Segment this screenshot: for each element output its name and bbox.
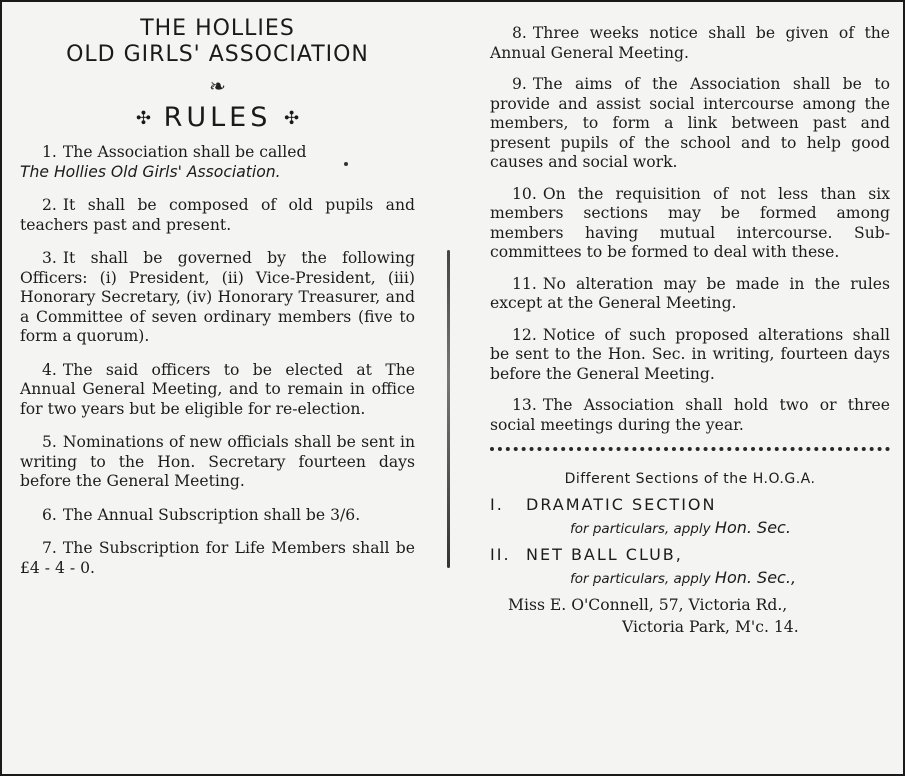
right-column	[490, 2, 890, 637]
association-name: The Hollies Old Girls' Association.	[20, 162, 281, 181]
paper-fold-mark	[447, 250, 450, 568]
section-dramatic-note: for particulars, apply Hon. Sec.	[570, 518, 791, 537]
rule-9: 9. The aims of the Association shall be to provide and assist social intercourse among the members, to form a link between past and present pupils of the school and to help good causes and social work.	[490, 75, 890, 171]
section-dramatic: I. DRAMATIC SECTION	[490, 495, 717, 514]
contact-address-line-1: Miss E. O'Connell, 57, Victoria Rd.,	[508, 596, 788, 614]
rule-11: 11. No alteration may be made in the rules except at the General Meeting.	[490, 274, 890, 312]
rule-10: 10. On the requisition of not less than six members sections may be formed among members having mutual intercourse. Sub-committees to be formed to deal with these.	[490, 184, 890, 261]
rule-12: 12. Notice of such proposed alterations shall be sent to the Hon. Sec. in writing, fourteen days before the General Meeting.	[490, 325, 890, 383]
contact-address-line-2: Victoria Park, M'c. 14.	[622, 618, 799, 636]
title-line-2: OLD GIRLS' ASSOCIATION	[66, 42, 369, 67]
dotted-divider	[490, 447, 890, 451]
rule-13: 13. The Association shall hold two or three social meetings during the year.	[490, 396, 890, 434]
section-netball: II. NET BALL CLUB,	[490, 545, 683, 564]
flourish-left-icon: ✣	[135, 108, 152, 129]
rule-7: 7. The Subscription for Life Members shall be £4 - 4 - 0.	[20, 539, 415, 577]
ornament-icon: ❧	[209, 74, 226, 98]
sections-heading: Different Sections of the H.O.G.A.	[564, 471, 816, 487]
print-speck	[344, 162, 348, 166]
rule-3: 3. It shall be governed by the following Officers: (i) President, (ii) Vice-President, (iii) Honorary Secretary, (iv) Honorary Treasurer, and a Committee of seven ordinary members (five to form a quorum).	[20, 249, 415, 345]
right-top-spacer	[490, 2, 890, 24]
rules-heading	[20, 102, 415, 133]
rules-heading-text: RULES	[163, 102, 272, 133]
rule-2: 2. It shall be composed of old pupils and teachers past and present.	[20, 196, 415, 234]
rule-8: 8. Three weeks notice shall be given of the Annual General Meeting.	[490, 24, 890, 62]
rule-5: 5. Nominations of new officials shall be sent in writing to the Hon. Secretary fourteen days before the General Meeting.	[20, 433, 415, 490]
section-netball-note: for particulars, apply Hon. Sec.,	[570, 568, 797, 587]
title-line-1: THE HOLLIES	[140, 16, 295, 41]
flourish-right-icon: ✣	[283, 108, 300, 129]
rule-1: 1. The Association shall be called The Hollies Old Girls' Association.	[20, 143, 415, 182]
rule-4: 4. The said officers to be elected at The Annual General Meeting, and to remain in office for two years but be eligible for re-election.	[20, 360, 415, 418]
left-column	[20, 2, 415, 592]
rule-6: 6. The Annual Subscription shall be 3/6.	[42, 505, 361, 524]
